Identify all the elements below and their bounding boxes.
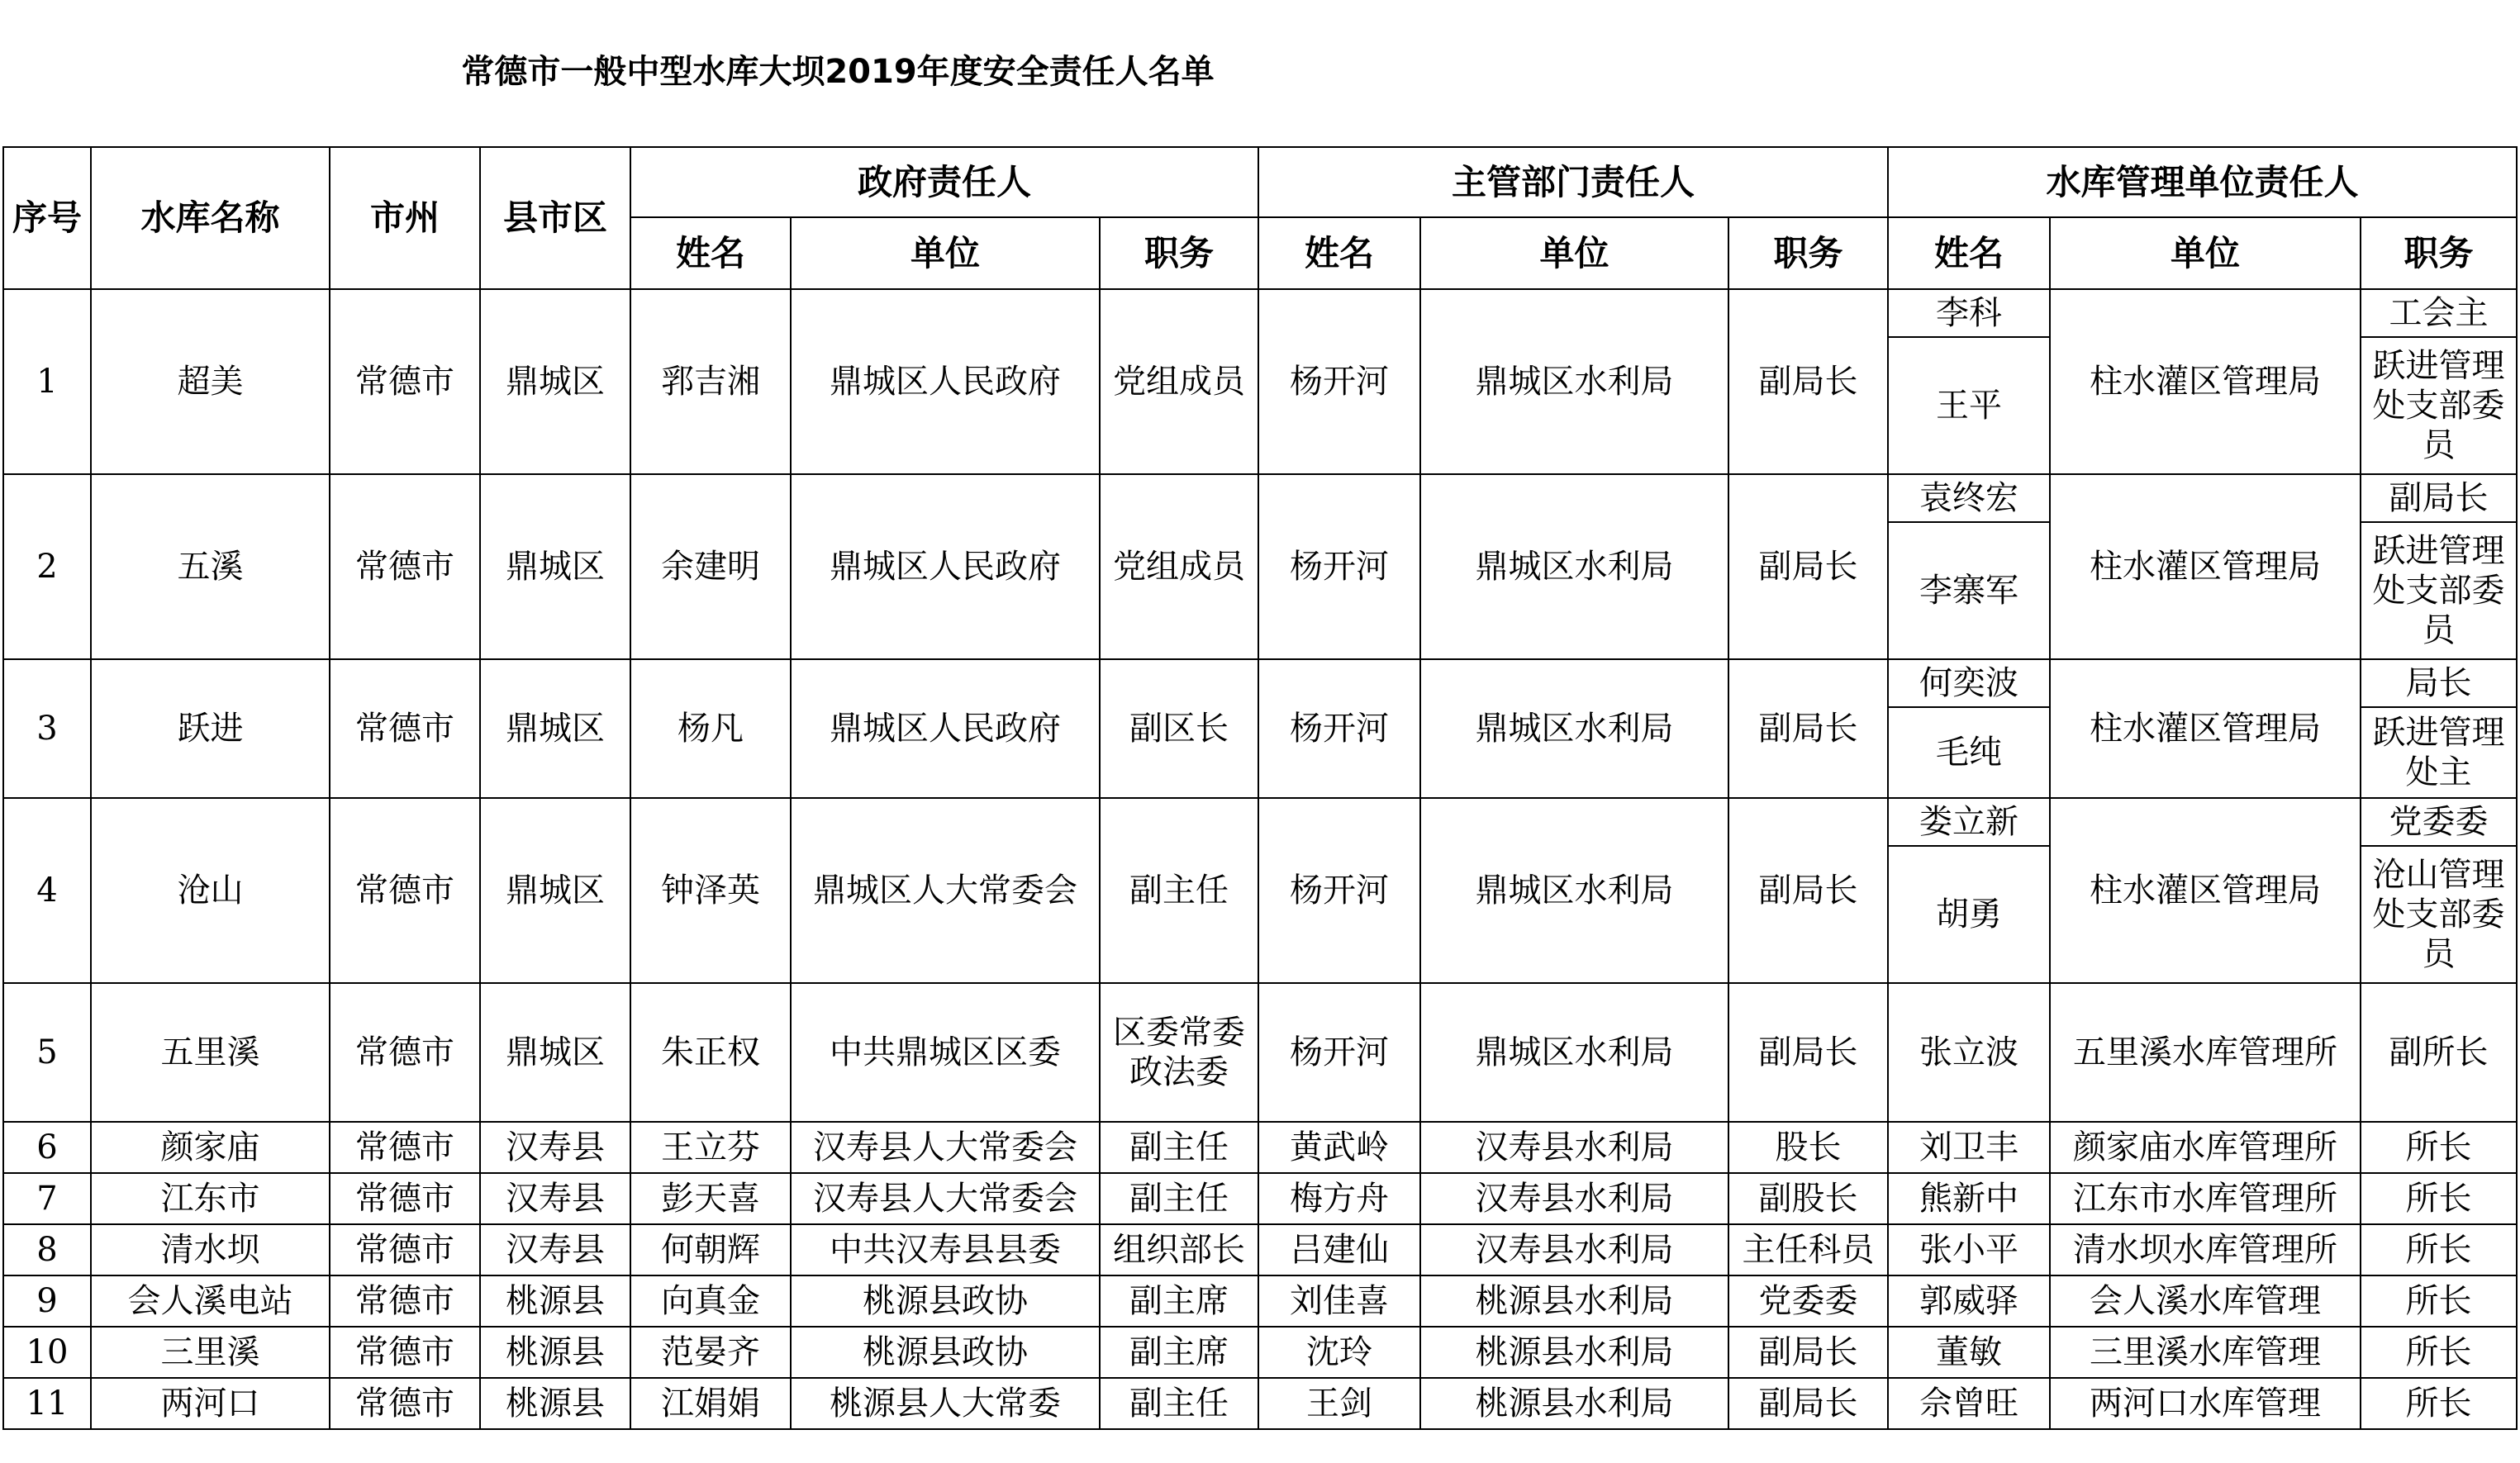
cell-seq: 7 xyxy=(3,1173,91,1224)
table-row xyxy=(3,474,2517,522)
header-row-1 xyxy=(3,147,2517,217)
header-mgmt-group: 水库管理单位责任人 xyxy=(1888,147,2517,217)
cell-gov-position: 党组成员 xyxy=(1100,474,1258,659)
cell-dept-unit: 桃源县水利局 xyxy=(1420,1275,1728,1327)
page-title: 常德市一般中型水库大坝2019年度安全责任人名单 xyxy=(461,53,1215,91)
cell-gov-name: 向真金 xyxy=(630,1275,791,1327)
cell-mgmt-unit: 柱水灌区管理局 xyxy=(2050,289,2361,474)
cell-gov-unit: 中共汉寿县县委 xyxy=(791,1224,1100,1275)
cell-gov-position: 副区长 xyxy=(1100,659,1258,798)
cell-gov-unit: 汉寿县人大常委会 xyxy=(791,1122,1100,1173)
table-row xyxy=(3,659,2517,707)
cell-gov-position: 副主席 xyxy=(1100,1327,1258,1378)
cell-dept-position: 副股长 xyxy=(1728,1173,1888,1224)
cell-dept-name: 沈玲 xyxy=(1258,1327,1420,1378)
cell-gov-name: 何朝辉 xyxy=(630,1224,791,1275)
cell-county: 汉寿县 xyxy=(480,1173,630,1224)
header-dept-position: 职务 xyxy=(1728,217,1888,289)
header-gov-unit: 单位 xyxy=(791,217,1100,289)
cell-mgmt-name: 郭威驿 xyxy=(1888,1275,2050,1327)
cell-gov-position: 副主任 xyxy=(1100,1173,1258,1224)
header-county: 县市区 xyxy=(480,147,630,289)
cell-dept-unit: 桃源县水利局 xyxy=(1420,1378,1728,1429)
cell-gov-name: 范晏齐 xyxy=(630,1327,791,1378)
cell-dept-position: 副局长 xyxy=(1728,798,1888,983)
cell-mgmt-name: 熊新中 xyxy=(1888,1173,2050,1224)
cell-city: 常德市 xyxy=(330,289,480,474)
cell-gov-position: 组织部长 xyxy=(1100,1224,1258,1275)
header-mgmt-position: 职务 xyxy=(2361,217,2517,289)
cell-gov-position: 副主任 xyxy=(1100,1122,1258,1173)
header-dept-group: 主管部门责任人 xyxy=(1258,147,1888,217)
cell-dept-name: 杨开河 xyxy=(1258,983,1420,1122)
table-row xyxy=(3,1327,2517,1378)
cell-mgmt-name: 董敏 xyxy=(1888,1327,2050,1378)
cell-city: 常德市 xyxy=(330,474,480,659)
cell-gov-unit: 桃源县政协 xyxy=(791,1327,1100,1378)
table-row xyxy=(3,983,2517,1122)
cell-dept-unit: 汉寿县水利局 xyxy=(1420,1122,1728,1173)
header-gov-group: 政府责任人 xyxy=(630,147,1258,217)
cell-county: 鼎城区 xyxy=(480,983,630,1122)
cell-dept-name: 刘佳喜 xyxy=(1258,1275,1420,1327)
cell-seq: 10 xyxy=(3,1327,91,1378)
cell-mgmt-position: 副所长 xyxy=(2361,983,2517,1122)
cell-reservoir: 五里溪 xyxy=(91,983,330,1122)
table-row xyxy=(3,1122,2517,1173)
cell-county: 鼎城区 xyxy=(480,798,630,983)
cell-gov-position: 副主任 xyxy=(1100,1378,1258,1429)
cell-gov-position: 副主席 xyxy=(1100,1275,1258,1327)
cell-seq: 9 xyxy=(3,1275,91,1327)
cell-gov-unit: 鼎城区人民政府 xyxy=(791,659,1100,798)
cell-mgmt-unit: 江东市水库管理所 xyxy=(2050,1173,2361,1224)
cell-mgmt-name-2: 毛纯 xyxy=(1888,707,2050,798)
cell-gov-unit: 鼎城区人民政府 xyxy=(791,289,1100,474)
cell-reservoir: 清水坝 xyxy=(91,1224,330,1275)
cell-city: 常德市 xyxy=(330,1275,480,1327)
cell-mgmt-name: 刘卫丰 xyxy=(1888,1122,2050,1173)
cell-mgmt-position-1: 副局长 xyxy=(2361,474,2517,522)
cell-dept-unit: 汉寿县水利局 xyxy=(1420,1173,1728,1224)
cell-reservoir: 超美 xyxy=(91,289,330,474)
cell-reservoir: 两河口 xyxy=(91,1378,330,1429)
header-gov-position: 职务 xyxy=(1100,217,1258,289)
cell-reservoir: 沧山 xyxy=(91,798,330,983)
cell-city: 常德市 xyxy=(330,659,480,798)
cell-dept-name: 吕建仙 xyxy=(1258,1224,1420,1275)
cell-mgmt-name: 张立波 xyxy=(1888,983,2050,1122)
cell-gov-name: 余建明 xyxy=(630,474,791,659)
cell-dept-position: 股长 xyxy=(1728,1122,1888,1173)
header-dept-name: 姓名 xyxy=(1258,217,1420,289)
cell-dept-name: 杨开河 xyxy=(1258,659,1420,798)
cell-city: 常德市 xyxy=(330,798,480,983)
cell-gov-unit: 桃源县人大常委 xyxy=(791,1378,1100,1429)
table-row xyxy=(3,289,2517,337)
cell-reservoir: 颜家庙 xyxy=(91,1122,330,1173)
header-reservoir: 水库名称 xyxy=(91,147,330,289)
cell-county: 桃源县 xyxy=(480,1327,630,1378)
cell-dept-position: 副局长 xyxy=(1728,1327,1888,1378)
table-row xyxy=(3,1275,2517,1327)
cell-mgmt-unit: 会人溪水库管理 xyxy=(2050,1275,2361,1327)
cell-dept-unit: 鼎城区水利局 xyxy=(1420,798,1728,983)
cell-mgmt-unit: 颜家庙水库管理所 xyxy=(2050,1122,2361,1173)
cell-dept-position: 副局长 xyxy=(1728,289,1888,474)
header-mgmt-name: 姓名 xyxy=(1888,217,2050,289)
cell-county: 桃源县 xyxy=(480,1275,630,1327)
cell-mgmt-position: 所长 xyxy=(2361,1378,2517,1429)
cell-gov-name: 彭天喜 xyxy=(630,1173,791,1224)
table-row xyxy=(3,798,2517,846)
cell-mgmt-position-1: 党委委 xyxy=(2361,798,2517,846)
cell-mgmt-position-2: 跃进管理处支部委员 xyxy=(2361,522,2517,659)
cell-county: 桃源县 xyxy=(480,1378,630,1429)
cell-mgmt-name-1: 李科 xyxy=(1888,289,2050,337)
cell-dept-unit: 汉寿县水利局 xyxy=(1420,1224,1728,1275)
cell-dept-unit: 鼎城区水利局 xyxy=(1420,474,1728,659)
cell-dept-position: 主任科员 xyxy=(1728,1224,1888,1275)
cell-gov-name: 朱正权 xyxy=(630,983,791,1122)
cell-reservoir: 跃进 xyxy=(91,659,330,798)
cell-mgmt-position-1: 工会主 xyxy=(2361,289,2517,337)
cell-city: 常德市 xyxy=(330,1173,480,1224)
cell-seq: 2 xyxy=(3,474,91,659)
cell-dept-name: 杨开河 xyxy=(1258,798,1420,983)
cell-dept-unit: 桃源县水利局 xyxy=(1420,1327,1728,1378)
cell-gov-unit: 鼎城区人民政府 xyxy=(791,474,1100,659)
cell-mgmt-unit: 柱水灌区管理局 xyxy=(2050,474,2361,659)
cell-seq: 5 xyxy=(3,983,91,1122)
cell-city: 常德市 xyxy=(330,1327,480,1378)
cell-gov-position: 副主任 xyxy=(1100,798,1258,983)
cell-dept-name: 杨开河 xyxy=(1258,289,1420,474)
cell-mgmt-position-2: 跃进管理处主 xyxy=(2361,707,2517,798)
cell-gov-position: 区委常委政法委 xyxy=(1100,983,1258,1122)
table-row xyxy=(3,1173,2517,1224)
cell-mgmt-unit: 三里溪水库管理 xyxy=(2050,1327,2361,1378)
responsibility-table xyxy=(2,146,2518,1430)
header-city: 市州 xyxy=(330,147,480,289)
cell-gov-name: 郛吉湘 xyxy=(630,289,791,474)
cell-county: 鼎城区 xyxy=(480,659,630,798)
cell-seq: 3 xyxy=(3,659,91,798)
cell-mgmt-unit: 两河口水库管理 xyxy=(2050,1378,2361,1429)
cell-mgmt-name-1: 袁终宏 xyxy=(1888,474,2050,522)
cell-reservoir: 五溪 xyxy=(91,474,330,659)
cell-mgmt-name-1: 何奕波 xyxy=(1888,659,2050,707)
cell-seq: 11 xyxy=(3,1378,91,1429)
cell-mgmt-unit: 五里溪水库管理所 xyxy=(2050,983,2361,1122)
cell-mgmt-position: 所长 xyxy=(2361,1327,2517,1378)
cell-mgmt-name: 佘曾旺 xyxy=(1888,1378,2050,1429)
cell-dept-name: 梅方舟 xyxy=(1258,1173,1420,1224)
cell-mgmt-name: 张小平 xyxy=(1888,1224,2050,1275)
cell-mgmt-position-2: 跃进管理处支部委员 xyxy=(2361,337,2517,474)
cell-dept-position: 副局长 xyxy=(1728,1378,1888,1429)
cell-mgmt-unit: 清水坝水库管理所 xyxy=(2050,1224,2361,1275)
cell-gov-name: 杨凡 xyxy=(630,659,791,798)
cell-dept-name: 黄武岭 xyxy=(1258,1122,1420,1173)
cell-mgmt-position: 所长 xyxy=(2361,1275,2517,1327)
cell-seq: 1 xyxy=(3,289,91,474)
cell-mgmt-name-2: 胡勇 xyxy=(1888,846,2050,983)
cell-dept-position: 副局长 xyxy=(1728,474,1888,659)
cell-gov-name: 王立芬 xyxy=(630,1122,791,1173)
cell-reservoir: 会人溪电站 xyxy=(91,1275,330,1327)
cell-seq: 4 xyxy=(3,798,91,983)
cell-seq: 8 xyxy=(3,1224,91,1275)
cell-gov-name: 钟泽英 xyxy=(630,798,791,983)
cell-city: 常德市 xyxy=(330,983,480,1122)
cell-gov-unit: 中共鼎城区区委 xyxy=(791,983,1100,1122)
cell-dept-name: 杨开河 xyxy=(1258,474,1420,659)
cell-county: 汉寿县 xyxy=(480,1224,630,1275)
cell-mgmt-name-1: 娄立新 xyxy=(1888,798,2050,846)
table-row xyxy=(3,1224,2517,1275)
cell-dept-unit: 鼎城区水利局 xyxy=(1420,659,1728,798)
cell-city: 常德市 xyxy=(330,1224,480,1275)
cell-gov-name: 江娟娟 xyxy=(630,1378,791,1429)
cell-dept-unit: 鼎城区水利局 xyxy=(1420,289,1728,474)
header-dept-unit: 单位 xyxy=(1420,217,1728,289)
cell-mgmt-name-2: 李寨军 xyxy=(1888,522,2050,659)
cell-mgmt-unit: 柱水灌区管理局 xyxy=(2050,659,2361,798)
cell-mgmt-position: 所长 xyxy=(2361,1122,2517,1173)
cell-county: 汉寿县 xyxy=(480,1122,630,1173)
cell-gov-unit: 桃源县政协 xyxy=(791,1275,1100,1327)
cell-mgmt-position-2: 沧山管理处支部委员 xyxy=(2361,846,2517,983)
cell-county: 鼎城区 xyxy=(480,474,630,659)
cell-seq: 6 xyxy=(3,1122,91,1173)
cell-mgmt-unit: 柱水灌区管理局 xyxy=(2050,798,2361,983)
cell-mgmt-name-2: 王平 xyxy=(1888,337,2050,474)
cell-mgmt-position: 所长 xyxy=(2361,1173,2517,1224)
cell-dept-unit: 鼎城区水利局 xyxy=(1420,983,1728,1122)
header-mgmt-unit: 单位 xyxy=(2050,217,2361,289)
cell-mgmt-position: 所长 xyxy=(2361,1224,2517,1275)
cell-mgmt-position-1: 局长 xyxy=(2361,659,2517,707)
header-seq: 序号 xyxy=(3,147,91,289)
cell-gov-unit: 鼎城区人大常委会 xyxy=(791,798,1100,983)
cell-city: 常德市 xyxy=(330,1378,480,1429)
cell-dept-position: 副局长 xyxy=(1728,659,1888,798)
cell-county: 鼎城区 xyxy=(480,289,630,474)
cell-gov-position: 党组成员 xyxy=(1100,289,1258,474)
cell-reservoir: 江东市 xyxy=(91,1173,330,1224)
cell-dept-position: 副局长 xyxy=(1728,983,1888,1122)
cell-gov-unit: 汉寿县人大常委会 xyxy=(791,1173,1100,1224)
cell-city: 常德市 xyxy=(330,1122,480,1173)
table-row xyxy=(3,1378,2517,1429)
header-gov-name: 姓名 xyxy=(630,217,791,289)
cell-reservoir: 三里溪 xyxy=(91,1327,330,1378)
cell-dept-position: 党委委 xyxy=(1728,1275,1888,1327)
cell-dept-name: 王剑 xyxy=(1258,1378,1420,1429)
